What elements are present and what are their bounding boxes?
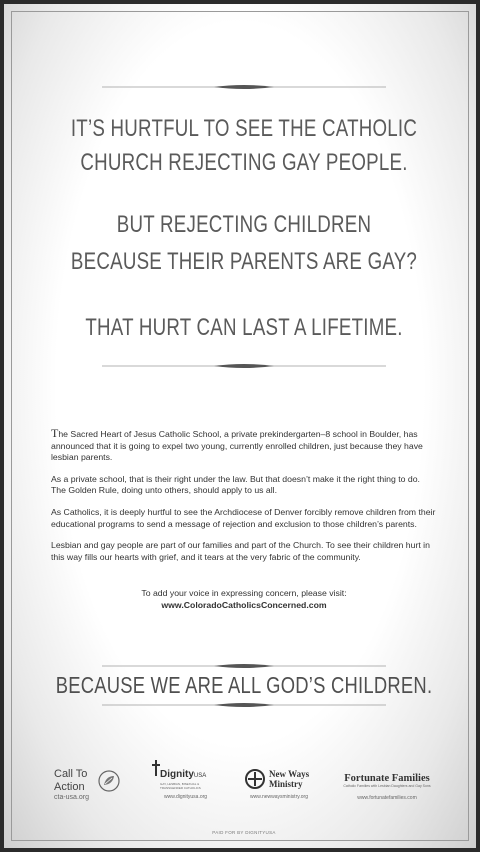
cta-logo-line-1: Call To (54, 768, 88, 780)
fortunate-wordmark: Fortunate Families (344, 773, 430, 784)
dignity-url: www.dignityusa.org (164, 794, 208, 800)
cta-text: To add your voice in expressing concern, please visit: (141, 588, 347, 598)
cta-logo-url: cta-usa.org (54, 794, 90, 801)
headline-line-2: CHURCH REJECTING GAY PEOPLE. (80, 149, 408, 176)
call-to-action-logo (54, 768, 124, 801)
call-to-action (4, 587, 480, 611)
fortunate-url: www.fortunatefamilies.com (357, 795, 417, 801)
cta-logo-line-2: Action (54, 781, 85, 793)
paragraph-4: Lesbian and gay people are part of our families and part of the Church. To see their children hurt in this way fills our hearts with grief, and it tears at the very fabric of the community. (51, 540, 430, 562)
closing-divider-top (102, 661, 386, 671)
closing-divider-bottom (102, 700, 386, 710)
middle-divider (102, 361, 386, 371)
paragraph-1-text: he Sacred Heart of Jesus Catholic School, a private prekindergarten–8 school in Boulder, has announced that it is going to expel two young, currently enrolled children, just because they have lesbian parents. (51, 429, 423, 463)
dignity-suffix: USA (193, 773, 207, 779)
dignity-name: Dignity (160, 769, 194, 780)
new-ways-line-2: Ministry (269, 779, 303, 789)
cta-url-link[interactable]: www.ColoradoCatholicsConcerned.com (161, 600, 327, 610)
hands-circle-icon (244, 768, 266, 795)
dignity-wordmark (160, 769, 206, 780)
fortunate-families-logo (339, 773, 435, 801)
fortunate-tagline: Catholic Families with Lesbian Daughters and Gay Sons (343, 784, 431, 788)
new-ways-url: www.newwaysministry.org (250, 794, 308, 800)
headline-line-3: BUT REJECTING CHILDREN (116, 211, 372, 238)
cross-icon (152, 760, 160, 781)
headline-line-5: THAT HURT CAN LAST A LIFETIME. (85, 314, 403, 341)
new-ways-wordmark (269, 769, 309, 789)
paragraph-3: As Catholics, it is deeply hurtful to see the Archdiocese of Denver forcibly remove children from their educational programs to send a message of rejection and exclusion to those children’s parents. (51, 506, 436, 529)
leaf-circle-icon (98, 770, 120, 797)
headline-line-4: BECAUSE THEIR PARENTS ARE GAY? (70, 248, 418, 275)
paragraph-1 (51, 428, 437, 464)
headline-line-1: IT’S HURTFUL TO SEE THE CATHOLIC (70, 115, 418, 142)
paid-for-by: PAID FOR BY DIGNITYUSA (212, 830, 276, 835)
drop-cap: T (51, 426, 59, 440)
paragraph-2: As a private school, that is their right under the law. But that doesn’t make it the right thing to do. The Golden Rule, doing unto others, should apply to us all. (51, 473, 420, 496)
body-copy (51, 428, 437, 573)
top-divider (102, 82, 386, 92)
new-ways-line-1: New Ways (269, 769, 310, 779)
dignity-tagline: GAY, LESBIAN, BISEXUAL & TRANSGENDER CATHOLICS (160, 782, 201, 790)
closing-line: BECAUSE WE ARE ALL GOD’S CHILDREN. (55, 672, 433, 698)
